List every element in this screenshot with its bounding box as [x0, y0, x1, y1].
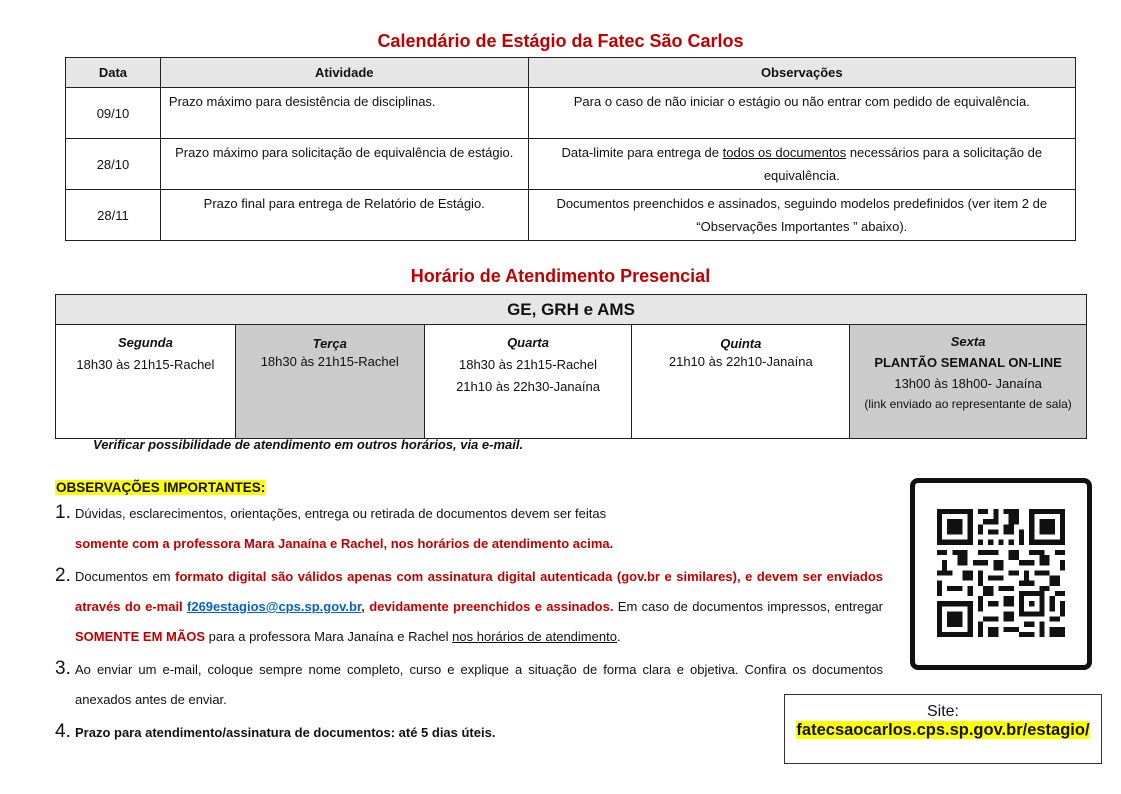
- item-number: 3.: [55, 658, 71, 679]
- obs-underlined: todos os documentos: [722, 145, 847, 160]
- schedule-note: Verificar possibilidade de atendimento em outros horários, via e-mail.: [93, 437, 524, 452]
- day-quarta: [424, 325, 632, 439]
- table-row: [66, 190, 1076, 241]
- schedule-group-row: [56, 295, 1087, 325]
- site-label: Site:: [926, 703, 959, 720]
- item-emphasis: SOMENTE EM MÃOS: [75, 629, 206, 644]
- row-activity: Prazo máximo para desistência de disciplinas.: [160, 88, 528, 139]
- item-emphasis: somente com a professora Mara Janaína e Rachel, nos horários de atendimento acima.: [75, 536, 614, 551]
- table-row: [66, 139, 1076, 190]
- time-slot: 18h30 às 21h15-Rachel: [76, 357, 215, 372]
- time-slot: 18h30 às 21h15-Rachel: [260, 354, 399, 369]
- table-row: [66, 88, 1076, 139]
- online-shift-label: PLANTÃO SEMANAL ON-LINE: [874, 355, 1062, 370]
- day-label: Sexta: [950, 334, 986, 349]
- day-label: Quinta: [720, 336, 762, 351]
- schedule-days-row: [56, 325, 1087, 439]
- observation-item-2: [55, 561, 883, 652]
- row-observation: [528, 139, 1075, 190]
- schedule-title: Horário de Atendimento Presencial: [410, 266, 711, 286]
- row-date: 28/11: [66, 190, 161, 241]
- item-text: Prazo para atendimento/assinatura de documentos: até 5 dias úteis.: [75, 725, 496, 740]
- calendar-title: Calendário de Estágio da Fatec São Carlos: [377, 31, 744, 51]
- item-emphasis: formato digital são válidos apenas com assinatura digital autenticada (gov.br e similares), e devem ser enviados através do e-mail: [75, 569, 883, 614]
- item-text: Documentos em: [75, 569, 176, 584]
- item-underlined: nos horários de atendimento: [452, 629, 617, 644]
- item-text: Em caso de documentos impressos, entregar: [613, 599, 884, 614]
- obs-text: Data-limite para entrega de: [561, 145, 723, 160]
- site-url-link[interactable]: fatecsaocarlos.cps.sp.gov.br/estagio/: [796, 721, 1090, 739]
- time-slot: 21h10 às 22h10-Janaína: [668, 354, 813, 369]
- time-slot-note: (link enviado ao representante de sala): [864, 397, 1072, 411]
- day-segunda: [56, 325, 236, 439]
- header-atividade: Atividade: [160, 58, 528, 88]
- row-date: 28/10: [66, 139, 161, 190]
- item-text: para a professora Mara Janaína e Rachel: [205, 629, 453, 644]
- obs-text: necessários para a solicitação de equivalência.: [763, 145, 1043, 183]
- item-text: Ao enviar um e-mail, coloque sempre nome completo, curso e explique a situação de forma clara e objetiva. Confira os documentos anexados antes de enviar.: [75, 662, 883, 707]
- row-observation: Documentos preenchidos e assinados, seguindo modelos predefinidos (ver item 2 de “Observações Importantes ” abaixo).: [528, 190, 1075, 241]
- header-observacoes: Observações: [528, 58, 1075, 88]
- calendar-table: [65, 57, 1076, 241]
- item-emphasis: , devidamente preenchidos e assinados.: [361, 599, 614, 614]
- observation-item-3: [55, 654, 883, 715]
- row-observation: Para o caso de não iniciar o estágio ou não entrar com pedido de equivalência.: [528, 88, 1075, 139]
- row-date: 09/10: [66, 88, 161, 139]
- row-activity: Prazo máximo para solicitação de equivalência de estágio.: [160, 139, 528, 190]
- header-data: Data: [66, 58, 161, 88]
- time-slot: 13h00 às 18h00- Janaína: [894, 376, 1042, 391]
- observation-item-4: [55, 717, 883, 748]
- qr-code-icon: [937, 509, 1065, 637]
- day-sexta: [850, 325, 1087, 439]
- schedule-group: GE, GRH e AMS: [56, 295, 1087, 325]
- row-activity: Prazo final para entrega de Relatório de Estágio.: [160, 190, 528, 241]
- item-number: 1.: [55, 502, 71, 523]
- observation-item-1: [55, 498, 883, 559]
- observations-heading: OBSERVAÇÕES IMPORTANTES:: [56, 480, 266, 495]
- schedule-table: [55, 294, 1087, 439]
- time-slot: 21h10 às 22h30-Janaína: [456, 379, 600, 394]
- item-number: 2.: [55, 565, 71, 586]
- item-text: .: [616, 629, 621, 644]
- item-text: Dúvidas, esclarecimentos, orientações, entrega ou retirada de documentos devem ser feitas: [75, 506, 607, 521]
- day-label: Segunda: [117, 335, 173, 350]
- qr-code: [910, 478, 1092, 670]
- day-quinta: [632, 325, 850, 439]
- time-slot: 18h30 às 21h15-Rachel: [458, 357, 598, 372]
- item-number: 4.: [55, 721, 71, 742]
- email-link[interactable]: f269estagios@cps.sp.gov.br: [187, 599, 362, 614]
- calendar-header-row: [66, 58, 1076, 88]
- day-label: Quarta: [507, 335, 549, 350]
- site-box: [784, 694, 1102, 764]
- day-label: Terça: [312, 336, 347, 351]
- day-terca: [235, 325, 424, 439]
